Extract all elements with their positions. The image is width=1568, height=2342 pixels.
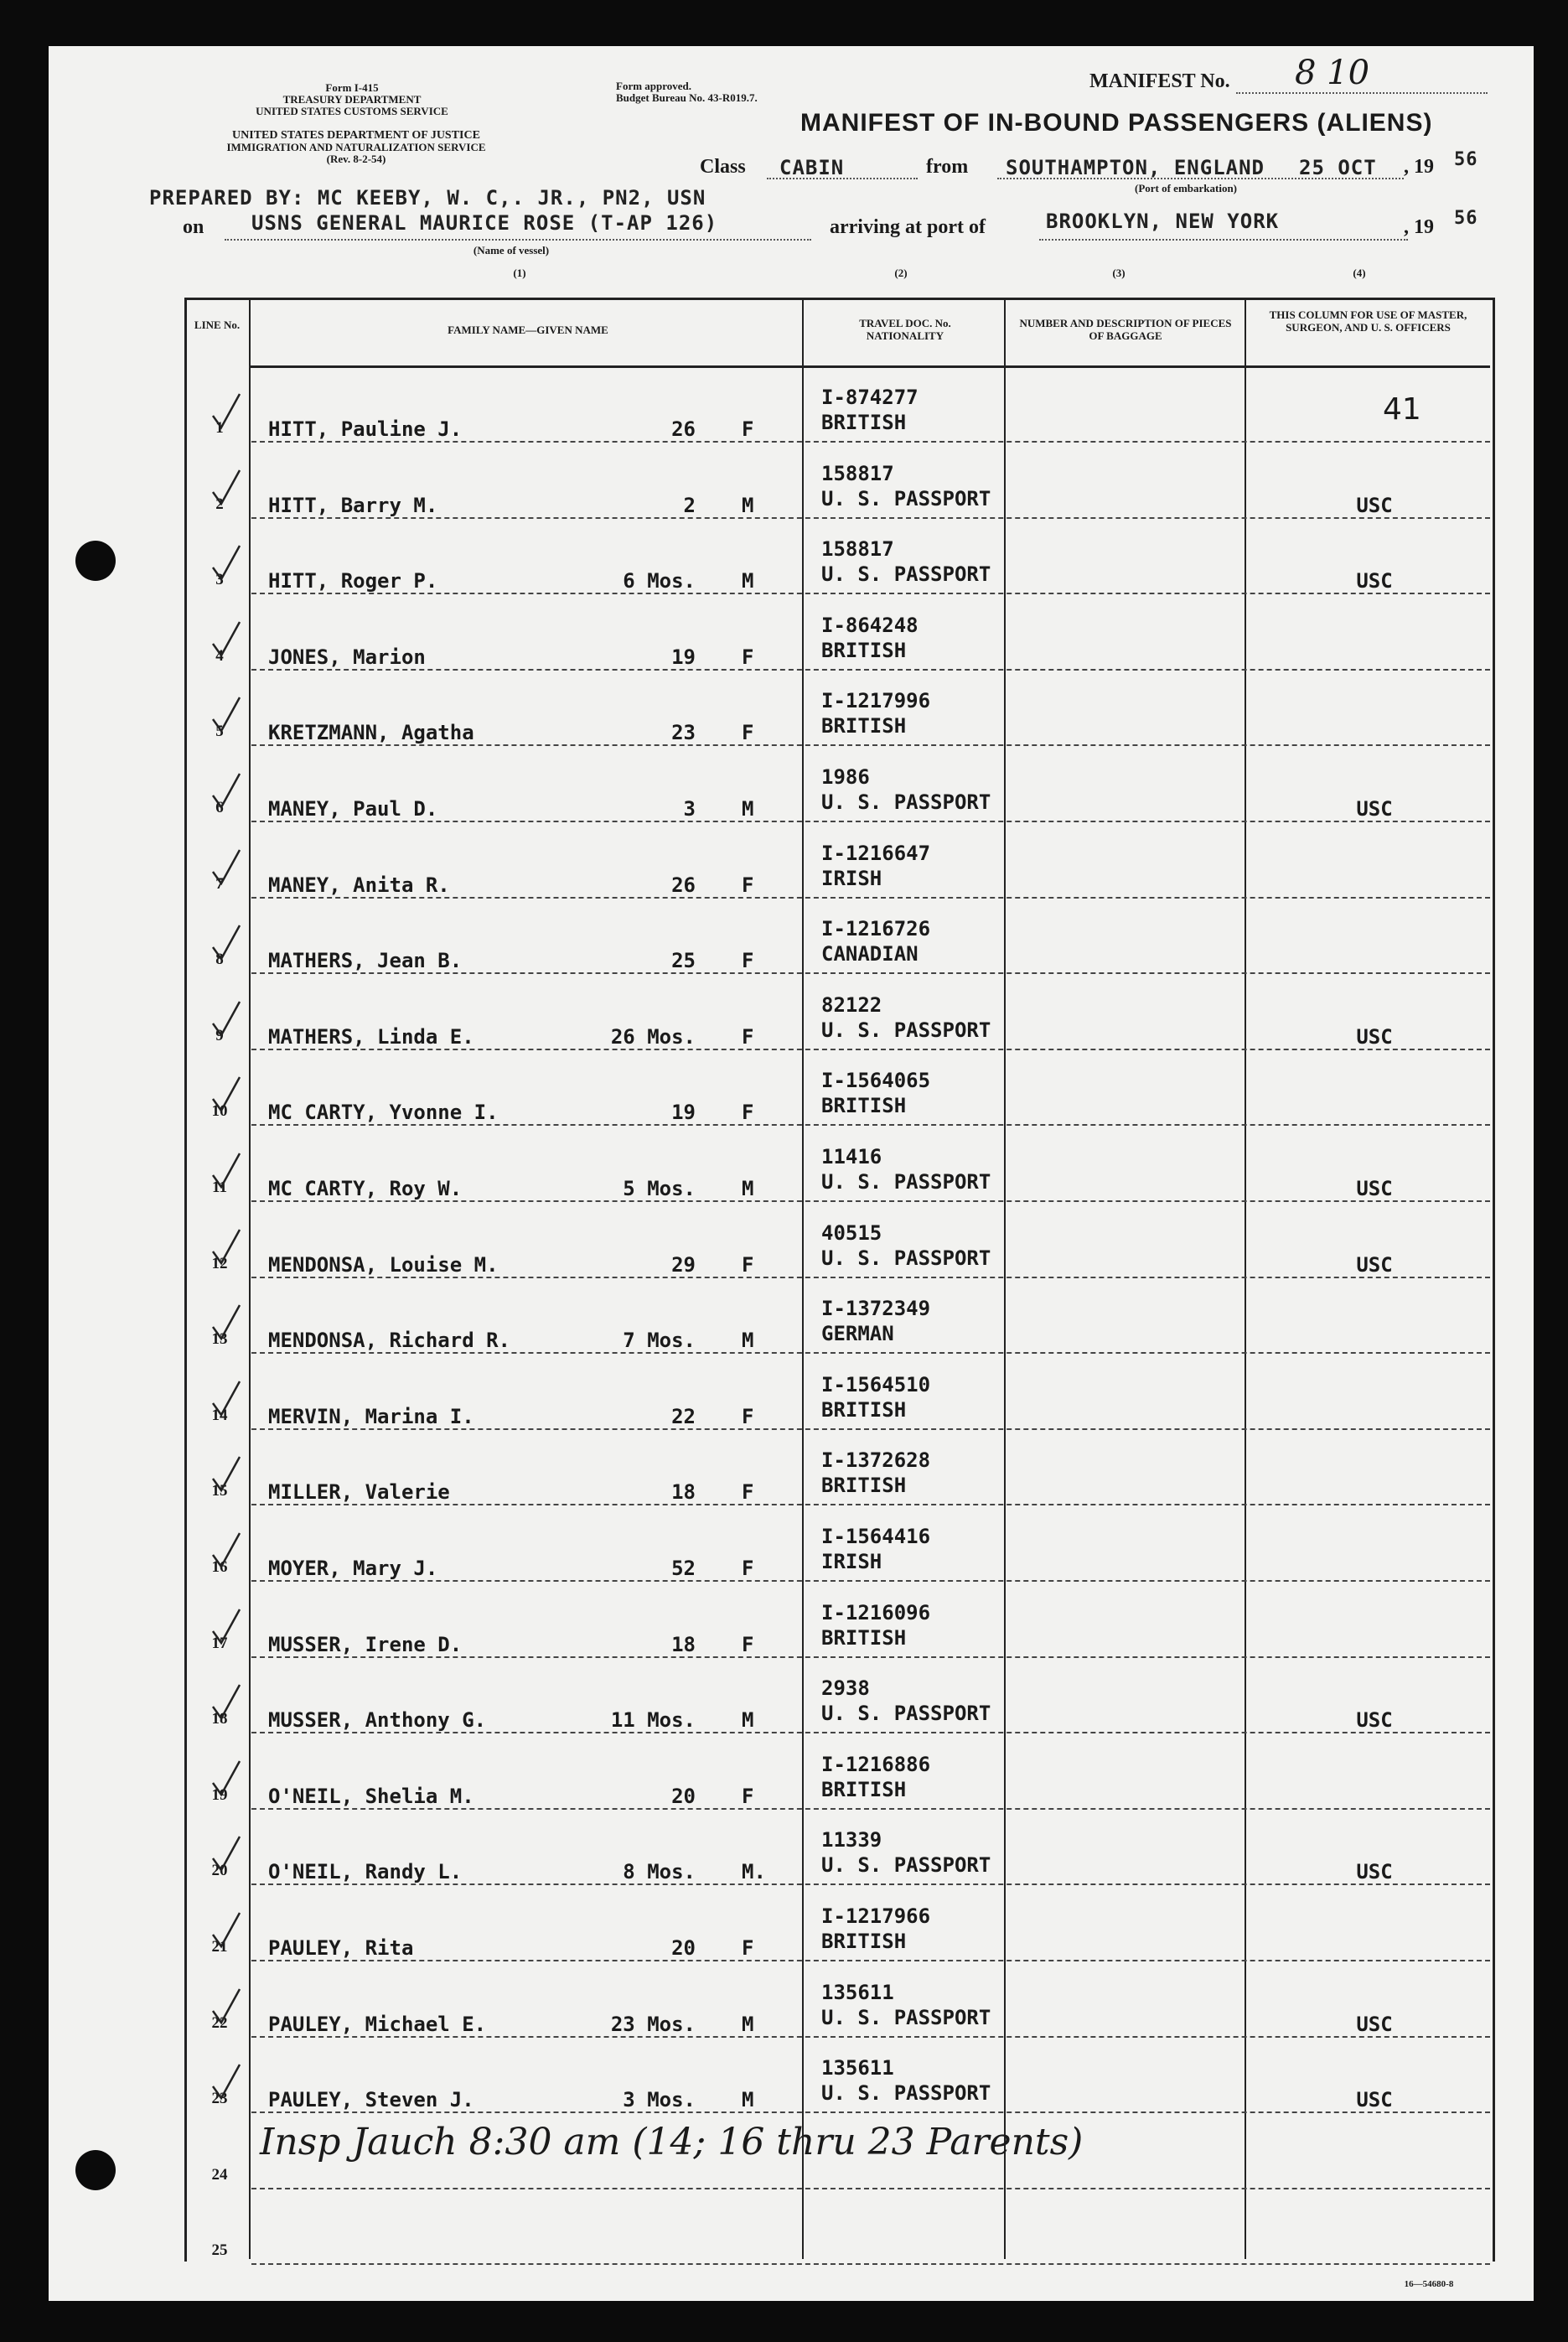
footer-code: 16—54680-8 (1404, 2279, 1454, 2289)
inspector-note: Insp Jauch 8:30 am (14; 16 thru 23 Parents) (260, 2121, 1084, 2163)
arrival-year-prefix: , 19 (1404, 216, 1434, 238)
nationality: U. S. PASSPORT (821, 1853, 991, 1878)
travel-doc-number: I-1217996 (821, 689, 931, 713)
passenger-age: 19 (671, 1101, 696, 1125)
nationality: U. S. PASSPORT (821, 486, 991, 510)
check-mark-icon (210, 1833, 243, 1875)
check-mark-icon (210, 542, 243, 584)
travel-doc-number: 135611 (821, 2056, 894, 2080)
punch-hole (75, 541, 116, 581)
line-number: 7 (215, 874, 224, 893)
passenger-name: HITT, Pauline J. (268, 417, 463, 441)
table-row (184, 443, 1490, 519)
passenger-name: MC CARTY, Yvonne I. (268, 1101, 499, 1125)
passenger-sex: F (742, 1252, 754, 1277)
arriving-label: arriving at port of (830, 216, 986, 238)
line-number: 20 (211, 1862, 228, 1880)
travel-doc-number: I-1564416 (821, 1525, 931, 1548)
table-row (184, 1886, 1490, 1961)
passenger-name: MILLER, Valerie (268, 1480, 450, 1505)
line-number: 3 (215, 571, 224, 589)
officer-mark: USC (1356, 1177, 1393, 1200)
passenger-name: MUSSER, Irene D. (268, 1632, 463, 1656)
passenger-sex: F (742, 1404, 754, 1428)
from-value: SOUTHAMPTON, ENGLAND (1006, 156, 1265, 179)
nationality: BRITISH (821, 1777, 907, 1801)
col-num-3: (3) (1112, 267, 1126, 279)
class-value: CABIN (779, 156, 845, 179)
col-num-2: (2) (894, 267, 908, 279)
table-row (184, 1658, 1490, 1733)
passenger-sex: F (742, 721, 754, 745)
passenger-age: 18 (671, 1480, 696, 1505)
check-mark-icon (210, 619, 243, 661)
table-row (184, 1583, 1490, 1658)
arrival-port: BROOKLYN, NEW YORK (1046, 210, 1280, 233)
passenger-sex: F (742, 1101, 754, 1125)
passenger-age: 3 Mos. (623, 2088, 696, 2112)
manifest-label: MANIFEST No. (1089, 70, 1230, 92)
passenger-age: 25 (671, 949, 696, 973)
passenger-name: MATHERS, Jean B. (268, 949, 463, 973)
officer-mark: USC (1356, 569, 1393, 593)
check-mark-icon (210, 1302, 243, 1344)
vessel-line (225, 239, 811, 241)
col-header-baggage: NUMBER AND DESCRIPTION OF PIECES OF BAGGAGE (1019, 317, 1232, 342)
manifest-no-line (1236, 92, 1488, 94)
nationality: U. S. PASSPORT (821, 790, 991, 814)
table-row (184, 671, 1490, 746)
table-row (184, 1734, 1490, 1810)
table-row (184, 519, 1490, 594)
col-header-name: FAMILY NAME—GIVEN NAME (448, 324, 608, 336)
prepared-by: PREPARED BY: MC KEEBY, W. C,. JR., PN2, USN (149, 186, 706, 210)
table-row (184, 595, 1490, 671)
nationality: BRITISH (821, 1397, 907, 1422)
check-mark-icon (210, 770, 243, 812)
nationality: BRITISH (821, 1625, 907, 1650)
table-row (184, 1203, 1490, 1278)
nationality: IRISH (821, 1550, 882, 1573)
travel-doc-number: I-1216726 (821, 917, 931, 941)
nationality: U. S. PASSPORT (821, 1702, 991, 1726)
table-row (184, 1962, 1490, 2038)
passenger-name: O'NEIL, Shelia M. (268, 1784, 474, 1808)
travel-doc-number: 2938 (821, 1676, 870, 1701)
passenger-name: MC CARTY, Roy W. (268, 1177, 463, 1200)
nationality: U. S. PASSPORT (821, 1246, 991, 1270)
travel-doc-number: 1986 (821, 765, 870, 789)
from-date: 25 OCT (1299, 156, 1377, 179)
check-mark-icon (210, 998, 243, 1040)
travel-doc-number: I-1216096 (821, 1600, 931, 1624)
passenger-name: MERVIN, Marina I. (268, 1404, 474, 1428)
line-number: 12 (211, 1254, 228, 1272)
nationality: CANADIAN (821, 942, 919, 966)
check-mark-icon (210, 1226, 243, 1268)
line-number: 25 (211, 2241, 228, 2260)
nationality: BRITISH (821, 1930, 907, 1953)
passenger-age: 8 Mos. (623, 1860, 696, 1884)
nationality: U. S. PASSPORT (821, 2081, 991, 2106)
line-number: 14 (211, 1406, 228, 1424)
passenger-sex: M (742, 1329, 754, 1353)
nationality: BRITISH (821, 714, 907, 738)
vessel-name: USNS GENERAL MAURICE ROSE (T-AP 126) (251, 211, 718, 235)
col-num-4: (4) (1353, 267, 1366, 279)
passenger-sex: F (742, 645, 754, 669)
nationality: U. S. PASSPORT (821, 1018, 991, 1042)
travel-doc-number: 158817 (821, 537, 894, 562)
passenger-name: PAULEY, Steven J. (268, 2088, 474, 2112)
passenger-sex: F (742, 1480, 754, 1505)
table-row (184, 367, 1490, 443)
check-mark-icon (210, 1150, 243, 1192)
travel-doc-number: I-864248 (821, 613, 919, 637)
passenger-age: 2 (683, 493, 696, 517)
passenger-name: HITT, Barry M. (268, 493, 438, 517)
line-number: 21 (211, 1938, 228, 1956)
travel-doc-number: 40515 (821, 1220, 882, 1245)
passenger-sex: F (742, 1024, 754, 1049)
passenger-name: PAULEY, Michael E. (268, 2012, 487, 2036)
passenger-age: 29 (671, 1252, 696, 1277)
passenger-age: 22 (671, 1404, 696, 1428)
table-row (184, 1810, 1490, 1885)
travel-doc-number: 82122 (821, 992, 882, 1017)
table-row (184, 2189, 1490, 2265)
passenger-age: 20 (671, 1936, 696, 1960)
check-mark-icon (210, 1453, 243, 1495)
col-header-line-no: LINE No. (194, 319, 241, 331)
line-number: 2 (215, 495, 224, 513)
passenger-name: MENDONSA, Richard R. (268, 1329, 510, 1353)
arrival-year-suffix: 56 (1454, 208, 1478, 229)
passenger-age: 18 (671, 1632, 696, 1656)
year-suffix: 56 (1454, 149, 1478, 170)
nationality: IRISH (821, 866, 882, 890)
line-number: 10 (211, 1102, 228, 1121)
passenger-sex: M. (742, 1860, 766, 1884)
passenger-age: 3 (683, 797, 696, 821)
passenger-sex: M (742, 2012, 754, 2036)
manifest-title: MANIFEST OF IN-BOUND PASSENGERS (ALIENS) (800, 109, 1433, 137)
port-embark-caption: (Port of embarkation) (1134, 182, 1238, 194)
officer-mark: USC (1356, 1708, 1393, 1733)
passenger-name: MATHERS, Linda E. (268, 1024, 474, 1049)
passenger-name: KRETZMANN, Agatha (268, 721, 474, 745)
nationality: U. S. PASSPORT (821, 1170, 991, 1194)
table-row (184, 975, 1490, 1050)
line-number: 16 (211, 1558, 228, 1576)
travel-doc-number: 135611 (821, 1980, 894, 2004)
passenger-name: MANEY, Anita R. (268, 873, 450, 897)
travel-doc-number: I-1216886 (821, 1752, 931, 1776)
line-number: 1 (215, 419, 224, 437)
check-mark-icon (210, 391, 243, 433)
passenger-sex: F (742, 1557, 754, 1580)
col-num-1: (1) (513, 267, 526, 279)
nationality: BRITISH (821, 411, 907, 434)
passenger-age: 23 Mos. (610, 2012, 696, 2036)
travel-doc-number: I-1372349 (821, 1297, 931, 1321)
check-mark-icon (210, 922, 243, 964)
check-mark-icon (210, 1681, 243, 1723)
passenger-name: O'NEIL, Randy L. (268, 1860, 463, 1884)
line-number: 9 (215, 1026, 224, 1044)
travel-doc-number: I-1372628 (821, 1448, 931, 1473)
approval-block: Form approved. Budget Bureau No. 43-R019.7. (616, 80, 758, 104)
travel-doc-number: 158817 (821, 461, 894, 485)
check-mark-icon (210, 2061, 243, 2103)
table-row (184, 899, 1490, 974)
officer-mark: USC (1356, 797, 1393, 821)
passenger-age: 26 (671, 417, 696, 441)
passenger-name: MANEY, Paul D. (268, 797, 438, 821)
from-label: from (926, 156, 969, 178)
passenger-sex: F (742, 873, 754, 897)
line-number: 19 (211, 1785, 228, 1804)
passenger-sex: M (742, 797, 754, 821)
line-number: 4 (215, 646, 224, 665)
line-number: 22 (211, 2013, 228, 2032)
passenger-sex: F (742, 1632, 754, 1656)
form-block: Form I-415 TREASURY DEPARTMENT UNITED STATES CUSTOMS SERVICE (256, 81, 448, 117)
passenger-age: 23 (671, 721, 696, 745)
table-row (184, 1278, 1490, 1354)
col-header-officers: THIS COLUMN FOR USE OF MASTER, SURGEON, AND U. S. OFFICERS (1269, 308, 1467, 334)
row-rule (251, 2263, 1490, 2265)
passenger-sex: M (742, 569, 754, 593)
check-mark-icon (210, 1606, 243, 1648)
line-number: 11 (212, 1179, 227, 1196)
check-mark-icon (210, 1986, 243, 2028)
check-mark-icon (210, 1530, 243, 1572)
nationality: BRITISH (821, 1094, 907, 1118)
travel-doc-number: 11416 (821, 1145, 882, 1168)
on-label: on (183, 216, 204, 238)
passenger-sex: F (742, 1936, 754, 1960)
check-mark-icon (210, 1074, 243, 1116)
passenger-age: 19 (671, 645, 696, 669)
passenger-name: MUSSER, Anthony G. (268, 1708, 487, 1733)
nationality: GERMAN (821, 1322, 894, 1346)
table-row (184, 1127, 1490, 1202)
line-number: 17 (211, 1634, 228, 1652)
class-label: Class (700, 156, 746, 178)
table-row (184, 1050, 1490, 1126)
vessel-caption: (Name of vessel) (473, 244, 550, 256)
check-mark-icon (210, 1758, 243, 1800)
passenger-name: MENDONSA, Louise M. (268, 1252, 499, 1277)
col-header-travel-doc: TRAVEL DOC. No. NATIONALITY (859, 317, 951, 342)
passenger-sex: F (742, 949, 754, 973)
check-mark-icon (210, 1378, 243, 1420)
travel-doc-number: I-874277 (821, 386, 919, 409)
table-row (184, 747, 1490, 822)
line-number: 24 (211, 2165, 228, 2184)
passenger-sex: M (742, 1177, 754, 1200)
line-number: 15 (211, 1482, 228, 1500)
passenger-name: MOYER, Mary J. (268, 1557, 438, 1580)
travel-doc-number: 11339 (821, 1828, 882, 1852)
arrival-line (1039, 239, 1408, 241)
nationality: BRITISH (821, 638, 907, 662)
table-row (184, 1506, 1490, 1582)
officer-mark: USC (1356, 1252, 1393, 1277)
travel-doc-number: I-1564510 (821, 1372, 931, 1396)
nationality: U. S. PASSPORT (821, 562, 991, 587)
officer-mark: USC (1356, 1860, 1393, 1884)
passenger-age: 26 Mos. (610, 1024, 696, 1049)
passenger-sex: F (742, 1784, 754, 1808)
passenger-name: JONES, Marion (268, 645, 426, 669)
nationality: BRITISH (821, 1474, 907, 1498)
year-prefix: , 19 (1404, 156, 1434, 178)
count-mark: 41 (1383, 392, 1421, 427)
passenger-sex: M (742, 2088, 754, 2112)
travel-doc-number: I-1564065 (821, 1069, 931, 1093)
table-row (184, 1430, 1490, 1505)
passenger-name: HITT, Roger P. (268, 569, 438, 593)
doj-block: UNITED STATES DEPARTMENT OF JUSTICE IMMIGRATION AND NATURALIZATION SERVICE (Rev. 8-2-54) (226, 129, 486, 165)
table-row (184, 1355, 1490, 1430)
passenger-name: PAULEY, Rita (268, 1936, 414, 1960)
line-number: 23 (211, 2090, 228, 2108)
travel-doc-number: I-1216647 (821, 841, 931, 865)
table-row (184, 823, 1490, 899)
check-mark-icon (210, 694, 243, 736)
line-number: 5 (215, 723, 224, 741)
passenger-age: 52 (671, 1557, 696, 1580)
line-number: 6 (215, 799, 224, 816)
officer-mark: USC (1356, 2012, 1393, 2036)
passenger-age: 20 (671, 1784, 696, 1808)
nationality: U. S. PASSPORT (821, 2005, 991, 2029)
line-number: 13 (211, 1330, 228, 1349)
officer-mark: USC (1356, 493, 1393, 517)
officer-mark: USC (1356, 2088, 1393, 2112)
punch-hole (75, 2150, 116, 2190)
passenger-sex: F (742, 417, 754, 441)
manifest-number: 8 10 (1295, 54, 1370, 92)
passenger-age: 26 (671, 873, 696, 897)
passenger-age: 7 Mos. (623, 1329, 696, 1353)
passenger-sex: M (742, 493, 754, 517)
passenger-age: 11 Mos. (610, 1708, 696, 1733)
check-mark-icon (210, 467, 243, 509)
travel-doc-number: I-1217966 (821, 1904, 931, 1928)
passenger-age: 5 Mos. (623, 1177, 696, 1200)
check-mark-icon (210, 847, 243, 889)
passenger-age: 6 Mos. (623, 569, 696, 593)
line-number: 18 (211, 1710, 228, 1728)
officer-mark: USC (1356, 1024, 1393, 1049)
passenger-sex: M (742, 1708, 754, 1733)
check-mark-icon (210, 1909, 243, 1951)
line-number: 8 (215, 951, 224, 969)
table-row (184, 2038, 1490, 2113)
